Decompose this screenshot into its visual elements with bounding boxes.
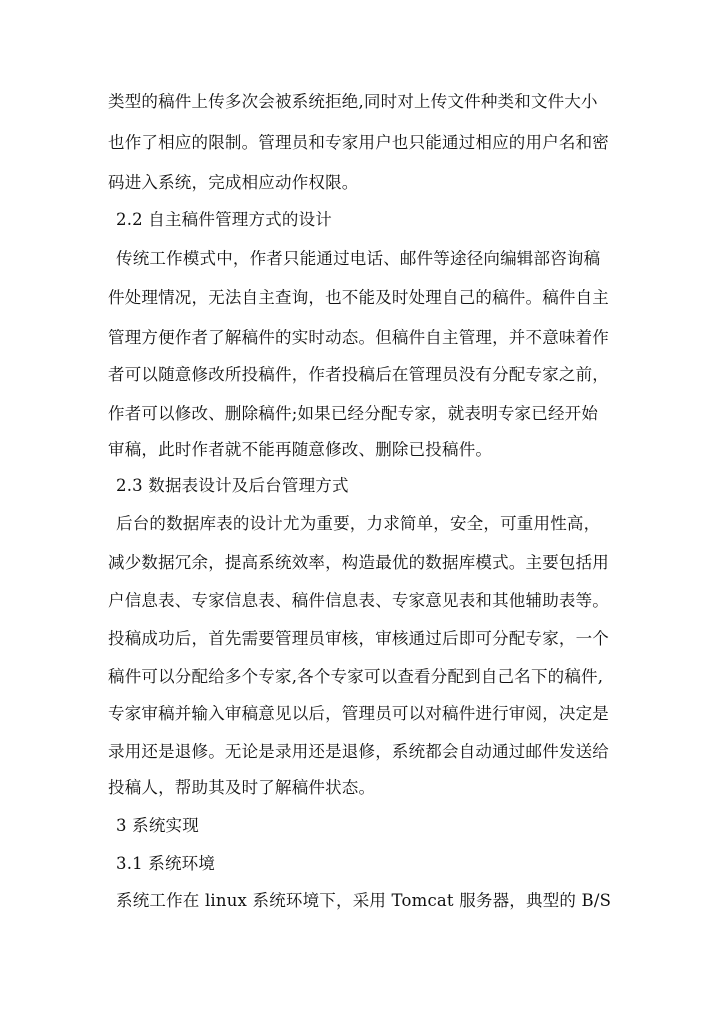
para2-line-2: 件处理情况，无法自主查询，也不能及时处理自己的稿件。稿件自主 — [108, 288, 609, 307]
para3-line-3: 户信息表、专家信息表、稿件信息表、专家意见表和其他辅助表等。 — [108, 591, 609, 610]
para2-line-3: 管理方便作者了解稿件的实时动态。但稿件自主管理，并不意味着作 — [108, 328, 609, 347]
para2-line-4: 者可以随意修改所投稿件，作者投稿后在管理员没有分配专家之前， — [108, 365, 609, 384]
para4-line-1: 系统工作在 linux 系统环境下，采用 Tomcat 服务器，典型的 B/S — [116, 891, 612, 910]
para3-line-8: 投稿人，帮助其及时了解稿件状态。 — [108, 778, 376, 797]
section-heading-2-2: 2.2 自主稿件管理方式的设计 — [116, 210, 332, 229]
para3-line-4: 投稿成功后，首先需要管理员审核，审核通过后即可分配专家，一个 — [108, 629, 609, 648]
para1-line-1: 类型的稿件上传多次会被系统拒绝,同时对上传文件种类和文件大小 — [108, 92, 598, 111]
para2-line-1: 传统工作模式中，作者只能通过电话、邮件等途径向编辑部咨询稿 — [116, 249, 601, 268]
para3-line-6: 专家审稿并输入审稿意见以后，管理员可以对稿件进行审阅，决定是 — [108, 704, 609, 723]
para3-line-1: 后台的数据库表的设计尤为重要，力求简单，安全，可重用性高， — [116, 514, 601, 533]
para3-line-2: 减少数据冗余，提高系统效率，构造最优的数据库模式。主要包括用 — [108, 553, 609, 572]
para1-line-2: 也作了相应的限制。管理员和专家用户也只能通过相应的用户名和密 — [108, 133, 609, 152]
para3-line-5: 稿件可以分配给多个专家,各个专家可以查看分配到自己名下的稿件, — [108, 667, 604, 686]
section-heading-3-1: 3.1 系统环境 — [116, 854, 216, 873]
section-heading-2-3: 2.3 数据表设计及后台管理方式 — [116, 476, 349, 495]
para3-line-7: 录用还是退修。无论是录用还是退修，系统都会自动通过邮件发送给 — [108, 742, 609, 761]
para2-line-6: 审稿，此时作者就不能再随意修改、删除已投稿件。 — [108, 440, 493, 459]
para1-line-3: 码进入系统，完成相应动作权限。 — [108, 173, 359, 192]
section-heading-3: 3 系统实现 — [116, 816, 199, 835]
para2-line-5: 作者可以修改、删除稿件;如果已经分配专家，就表明专家已经开始 — [108, 404, 599, 423]
